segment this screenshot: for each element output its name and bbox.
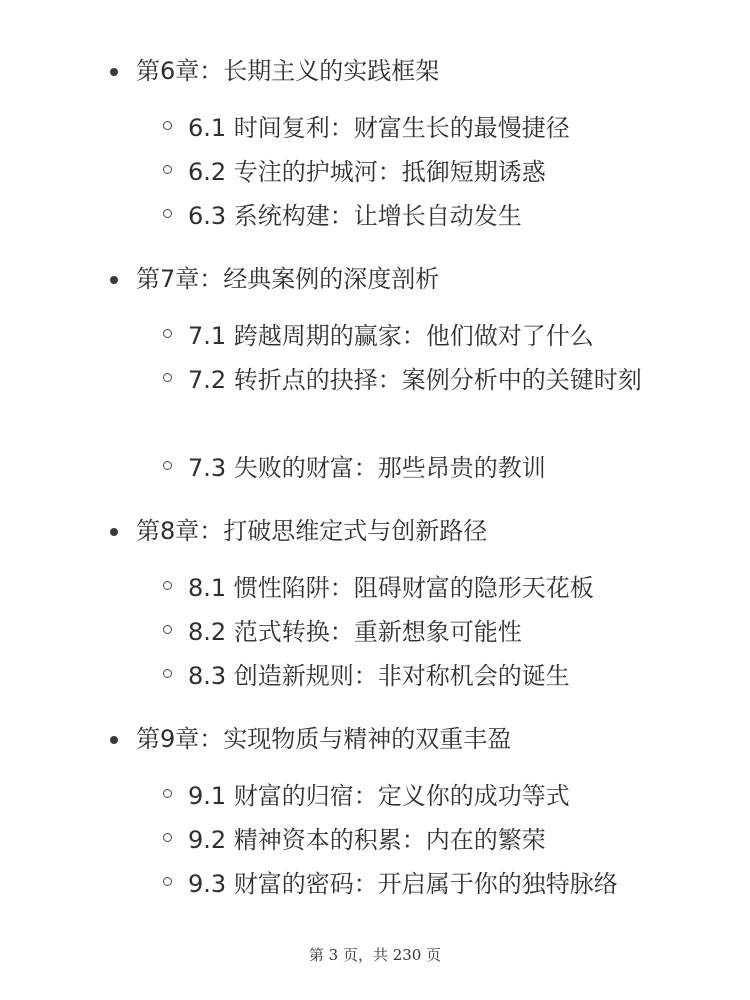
section-list [0,314,750,490]
list-item [0,314,750,358]
chapter-8 [0,508,750,698]
chapter-heading-row [0,48,750,94]
bullet-circle-icon [163,625,172,634]
section-title: 8.2 范式转换：重新想象可能性 [188,618,522,646]
bullet-circle-icon [163,329,172,338]
chapter-6 [0,48,750,238]
chapter-9 [0,716,750,906]
bullet-disc-icon [110,276,118,284]
list-item [0,654,750,698]
list-item [0,610,750,654]
section-list [0,774,750,906]
section-title: 7.3 失败的财富：那些昂贵的教训 [188,454,546,482]
section-title: 8.1 惯性陷阱：阻碍财富的隐形天花板 [188,574,594,602]
section-title: 7.1 跨越周期的赢家：他们做对了什么 [188,322,594,350]
chapter-title: 第8章：打破思维定式与创新路径 [136,517,488,545]
list-item [0,358,750,446]
list-item [0,818,750,862]
list-item [0,106,750,150]
section-list [0,566,750,698]
bullet-circle-icon [163,789,172,798]
section-list [0,106,750,238]
bullet-circle-icon [163,669,172,678]
section-title: 9.1 财富的归宿：定义你的成功等式 [188,782,570,810]
bullet-disc-icon [110,736,118,744]
bullet-circle-icon [163,877,172,886]
section-title: 7.2 转折点的抉择：案例分析中的关键时刻 [188,366,642,394]
bullet-circle-icon [163,461,172,470]
section-title: 9.3 财富的密码：开启属于你的独特脉络 [188,870,618,898]
bullet-circle-icon [163,581,172,590]
list-item [0,194,750,238]
chapter-7 [0,256,750,490]
chapter-title: 第9章：实现物质与精神的双重丰盈 [136,725,512,753]
page-number-footer: 第 3 页，共 230 页 [308,946,442,964]
list-item [0,446,750,490]
list-item [0,150,750,194]
chapter-title: 第7章：经典案例的深度剖析 [136,265,440,293]
section-title: 9.2 精神资本的积累：内在的繁荣 [188,826,546,854]
table-of-contents [0,48,750,924]
section-title: 6.3 系统构建：让增长自动发生 [188,202,522,230]
chapter-title: 第6章：长期主义的实践框架 [136,57,440,85]
section-title: 6.2 专注的护城河：抵御短期诱惑 [188,158,546,186]
list-item [0,566,750,610]
bullet-circle-icon [163,373,172,382]
chapter-heading-row [0,508,750,554]
bullet-circle-icon [163,121,172,130]
bullet-disc-icon [110,528,118,536]
section-title: 6.1 时间复利：财富生长的最慢捷径 [188,114,570,142]
bullet-circle-icon [163,165,172,174]
section-title: 8.3 创造新规则：非对称机会的诞生 [188,662,570,690]
bullet-circle-icon [163,833,172,842]
bullet-circle-icon [163,209,172,218]
chapter-heading-row [0,256,750,302]
list-item [0,862,750,906]
bullet-disc-icon [110,68,118,76]
list-item [0,774,750,818]
chapter-heading-row [0,716,750,762]
